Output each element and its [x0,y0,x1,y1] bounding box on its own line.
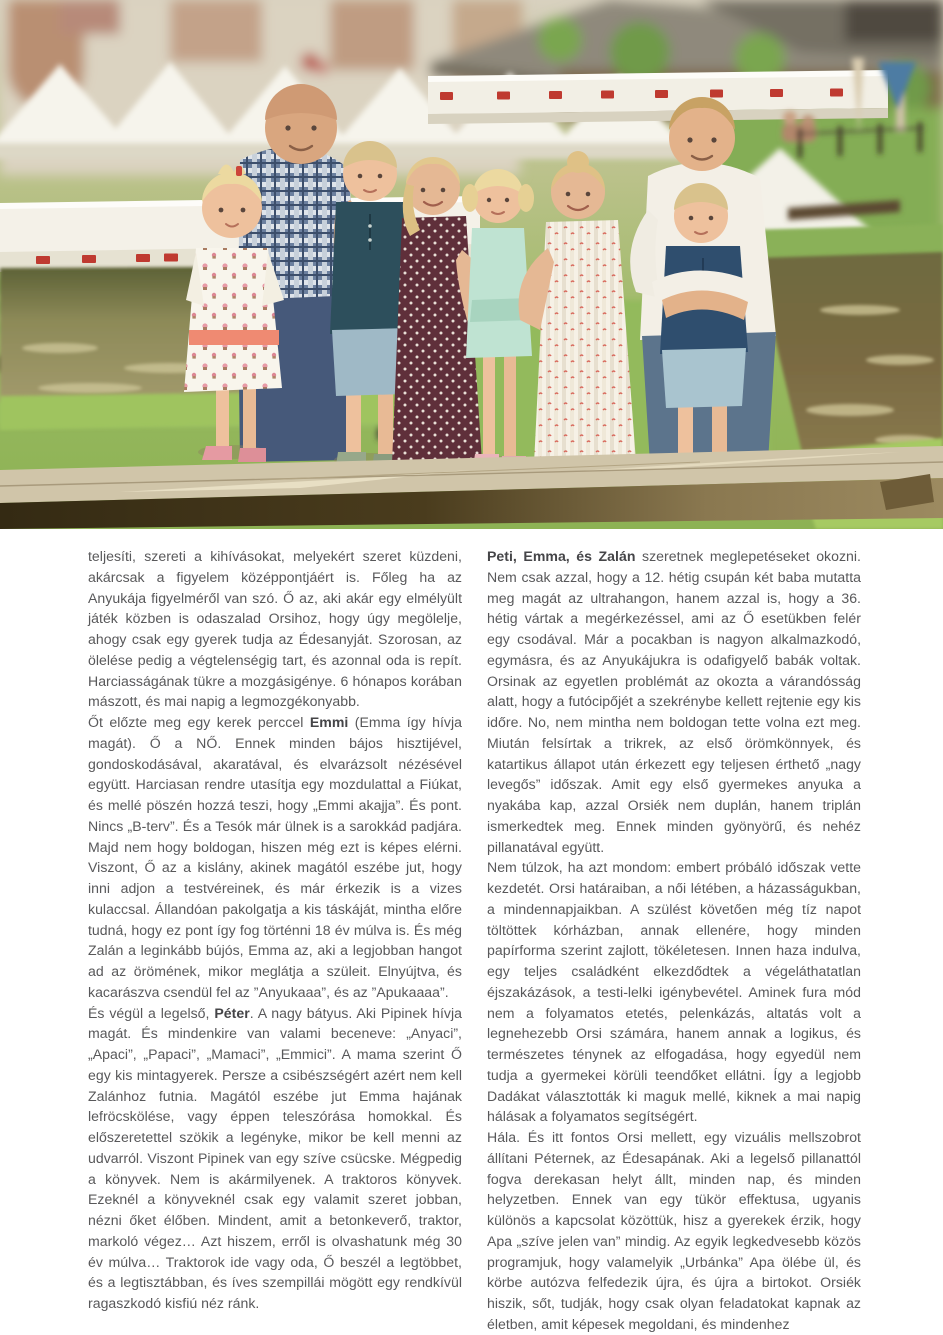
paragraph-left-1: teljesíti, szereti a kihívásokat, melyekért szeret küzdeni, akárcsak a figyelem középpontjáért is. Főleg ha az Anyukája figyelméről van szó. Ő az, aki akár egy elmélyült játék közben is odaszalad Orsihoz, hogy úgy megölelje, ahogy csak egy gyerek tudja az Édesanyját. Szorosan, az ölelése pedig a végtelenségig tart, és azonnal oda is repít. Harciasságának tükre a mozgásigénye. 6 hónapos korában mászott, és mai napig a legmozgékonyabb. [88,548,462,710]
family-photo-illustration [0,0,943,529]
bold-name-emmi: Emmi [309,714,349,730]
article-column-left [88,546,462,1314]
awning-right [428,70,888,124]
bold-name-peter: Péter [214,1004,250,1021]
article-column-right [487,546,861,1335]
paragraph-right-2: Nem túlzok, ha azt mondom: embert próbáló időszak vette kezdetét. Orsi határaiban, a női létében, a házasságukban, a mindennapjaikban. A szülést követően még tíz napot töltöttek kórházban, annak ellenére, hogy minden papírforma szerint zajlott, tökéletesen. Innen haza indulva, egy teljes családként elkezdődtek a végeláthatatlan éjszakázások, a testi-lelki igénybevétel. Aminek fura mód nem a folyamatos etetés, pelenkázás, altatás volt a legnehezebb Orsi számára, hanem annak a logikus, és természetes ténynek az elfogadása, hogy egyedül nem tudja a gyermekei körüli teendőket ellátni. Így a legjobb Dadákat választották ki maguk mellé, kiknek a mai napig hálásak a folyamatos segítségért. [487,859,861,1125]
paragraph-left-3: És végül a legelső, Péter. A nagy bátyus. Aki Pipinek hívja magát. És mindenkire van valami beceneve: „Anyaci”, „Apaci”, „Papaci”, „Mamaci”, „Emmici”. A mama szerint Ő egy kis mintagyerek. Persze a csibészségért azért nem kell Zalánhoz futnia. Magától eszébe jut Emma hajának lefröcskölése, vagy éppen teleszórása homokkal. És előszeretettel szökik a legényke, mikor be kell menni az udvarról. Viszont Pipinek van egy szíve csücske. Mégpedig a könyvek. Nem is akármilyenek. A traktoros könyvek. Ezeknél a könyveknél csak egy valamit szeret jobban, nézni őket élőben. Mindent, amit a betonkeverő, traktor, markoló végez… Azt hiszem, erről is olvashatunk még 30 év múlva… Traktorok ide vagy oda, Ő beszél a legtöbbet, és a legtisztábban, és íves szempillái mögött egy rendkívül ragaszkodó kisfiú néz ránk. [88,1004,463,1311]
paragraph-right-3: Hála. És itt fontos Orsi mellett, egy vizuális mellszobrot állítani Péternek, az Édesapának. Aki a legelső pillanattól fogva derekasan helyt állt, minden nap, és minden helyzetben. Ennek van egy tükör effektusa, ugyanis különös a kapcsolat közöttük, hisz a gyerekek érzik, hogy Apa „szíve jelen van” mindig. Az egyik legkedvesebb közös programjuk, hogy valamelyik „Urbánka” Apa ölébe ül, és körbe autózva felfedezik újra, és újra a birtokot. Orsiék hiszik, sőt, tudják, hogy csak olyan feladatokat kapnak az életben, amit képesek megoldani, és mindenhez [487,1129,861,1332]
family-photo [0,0,943,529]
paragraph-left-2: Őt előzte meg egy kerek perccel Emmi (Emma így hívja magát). Ő a NŐ. Ennek minden bájos hisztijével, gondoskodásával, akaratával, és elvarázsolt nézésével együtt. Harciasan rendre utasítja egy mozdulattal a Fiúkat, és mellé pöszén hozzá teszi, hogy „Emmi akajja”. És pont. Nincs „B-terv”. És a Tesók már ülnek is a sarokkád padjára. Majd nem hogy boldogan, hiszen még ezt is képes elérni. Viszont, Ő az a kislány, akinek magától eszébe jut, hogy inni adjon a testvéreinek, és már érkezik is a vizes kulaccsal. Állandóan pakolgatja a kis táskáját, mintha előre tudná, hogy ez pont így fog történni 18 év múlva is. És még Zalán a leginkább bújós, Emma az, aki a legjobban hangot ad az örömének, mikor meglátja a szüleit. Elnyújtva, és kacarászva csendül fel az ”Anyukaaa”, és az ”Apukaaaa”. [88,714,462,1000]
bold-names-triplets: Peti, Emma, és Zalán [487,548,636,564]
paragraph-right-1: Peti, Emma, és Zalán szeretnek meglepetéseket okozni. Nem csak azzal, hogy a 12. hétig csupán két baba mutatta meg magát az ultrahangon, hanem azzal is, hogy a 36. hétig vártak a megérkezéssel, ami az Ő esetükben felér egy csodával. Már a pocakban is nagyon alkalmazkodó, egymásra, és az Anyukájukra is odafigyelő babák voltak. Orsinak az egyetlen problémát az okozta a várandósság alatt, hogy a futócipőjét a szekrénybe kellett rejtenie egy kis időre. No, nem mintha nem boldogan tette volna ezt meg. Miután felsírtak a trikrek, az első örömkönnyek, és katartikus állapot után érkezett egy teljesen érthető „nagy levegős” időszak. Amit egy első gyermekes anyuka a nyakába kap, azzal Orsiék nem duplán, hanem triplán ismerkedtek meg. Ennek minden gyönyörű, és nehéz pillanatával együtt. [487,548,861,855]
